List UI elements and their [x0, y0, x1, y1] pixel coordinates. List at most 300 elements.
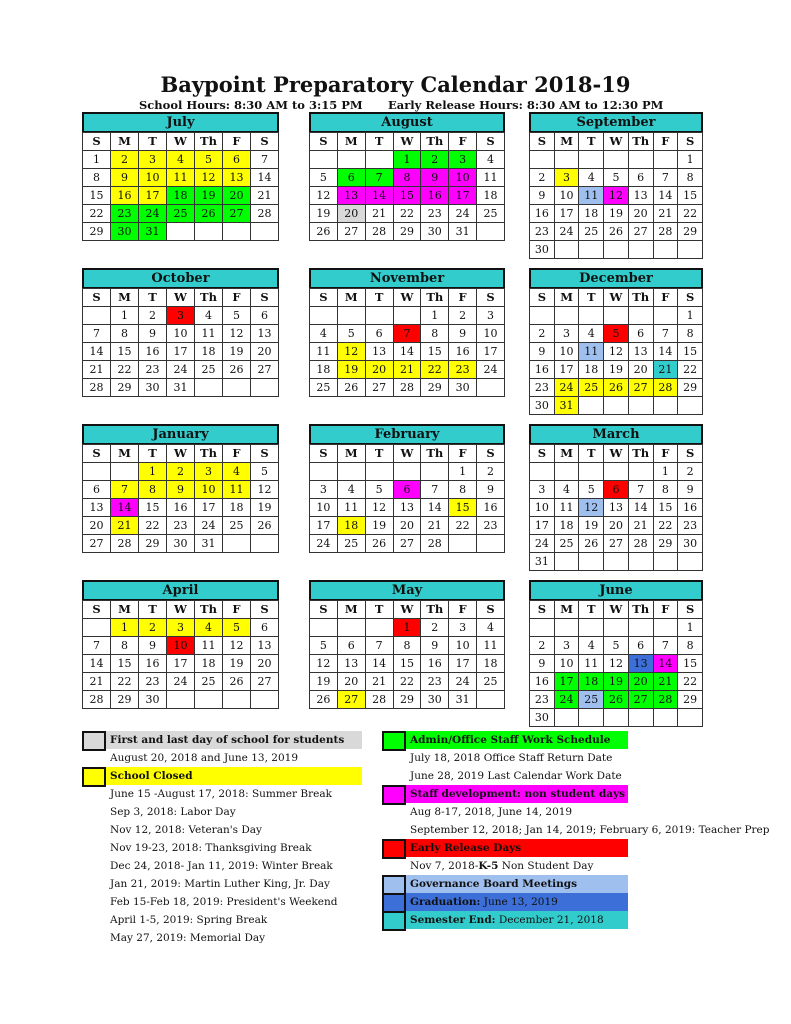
- legend-category: [82, 767, 362, 785]
- day-cell: 27: [628, 691, 653, 709]
- weekday-header-row: [530, 601, 703, 619]
- legend-category: [382, 785, 742, 803]
- day-cell: 12: [251, 481, 279, 499]
- empty-cell: [604, 619, 629, 637]
- day-cell: 21: [111, 517, 139, 535]
- day-cell: 22: [139, 517, 167, 535]
- week-row: [83, 517, 279, 535]
- week-row: [83, 535, 279, 553]
- day-cell: 15: [678, 655, 703, 673]
- day-cell: 22: [678, 673, 703, 691]
- day-cell: 14: [393, 343, 421, 361]
- day-cell: 11: [477, 637, 505, 655]
- day-cell: 2: [139, 619, 167, 637]
- week-row: [530, 673, 703, 691]
- day-cell: 18: [477, 655, 505, 673]
- day-cell: 26: [579, 535, 604, 553]
- legend-entry-text: May 27, 2019: Memorial Day: [110, 932, 266, 944]
- legend-entry-text: September 12, 2018; Jan 14, 2019; February 6, 2019: Teacher Prep: [410, 824, 770, 836]
- day-cell: 24: [310, 535, 338, 553]
- day-cell: 23: [421, 205, 449, 223]
- weekday-label: S: [310, 601, 338, 619]
- weekday-label: S: [251, 289, 279, 307]
- empty-cell: [554, 553, 579, 571]
- week-row: [530, 151, 703, 169]
- day-cell: 30: [167, 535, 195, 553]
- day-cell: 13: [604, 499, 629, 517]
- empty-cell: [554, 619, 579, 637]
- day-cell: 6: [393, 481, 421, 499]
- week-row: [310, 517, 505, 535]
- legend-entry-text: June 28, 2019 Last Calendar Work Date: [410, 770, 622, 782]
- day-cell: 22: [653, 517, 678, 535]
- month-may: [309, 580, 505, 709]
- weekday-label: W: [604, 601, 629, 619]
- day-cell: 23: [530, 379, 555, 397]
- weekday-label: M: [111, 289, 139, 307]
- weekday-label: W: [393, 601, 421, 619]
- weekday-label: W: [167, 289, 195, 307]
- day-cell: 14: [251, 169, 279, 187]
- day-cell: 30: [421, 223, 449, 241]
- day-cell: 18: [167, 187, 195, 205]
- week-row: [530, 463, 703, 481]
- weekday-label: F: [223, 133, 251, 151]
- empty-cell: [83, 463, 111, 481]
- day-cell: 11: [579, 343, 604, 361]
- weekday-label: Th: [628, 133, 653, 151]
- week-row: [310, 379, 505, 397]
- day-cell: 24: [139, 205, 167, 223]
- day-cell: 13: [337, 655, 365, 673]
- weekday-label: S: [310, 133, 338, 151]
- week-row: [530, 307, 703, 325]
- day-cell: 12: [604, 343, 629, 361]
- day-cell: 19: [310, 673, 338, 691]
- week-row: [310, 619, 505, 637]
- day-cell: 5: [604, 325, 629, 343]
- weekday-label: F: [449, 289, 477, 307]
- day-cell: 8: [678, 637, 703, 655]
- weekday-header-row: [530, 133, 703, 151]
- day-cell: 11: [554, 499, 579, 517]
- day-cell: 16: [139, 343, 167, 361]
- school-hours: School Hours: 8:30 AM to 3:15 PM: [139, 98, 363, 112]
- weekday-label: T: [579, 289, 604, 307]
- weekday-label: Th: [628, 601, 653, 619]
- day-cell: 5: [195, 151, 223, 169]
- day-cell: 31: [449, 223, 477, 241]
- day-cell: 7: [393, 325, 421, 343]
- legend-entry: [382, 857, 742, 875]
- empty-cell: [554, 463, 579, 481]
- empty-cell: [628, 463, 653, 481]
- weekday-label: F: [223, 289, 251, 307]
- weekday-label: S: [530, 133, 555, 151]
- day-cell: 19: [223, 343, 251, 361]
- legend-swatch: [382, 731, 406, 751]
- weekday-label: Th: [421, 601, 449, 619]
- day-cell: 23: [111, 205, 139, 223]
- legend-entry: [82, 893, 362, 911]
- day-cell: 18: [579, 361, 604, 379]
- day-cell: 4: [579, 325, 604, 343]
- week-row: [83, 223, 279, 241]
- day-cell: 10: [554, 655, 579, 673]
- day-cell: 20: [251, 343, 279, 361]
- day-cell: 22: [83, 205, 111, 223]
- week-row: [310, 481, 505, 499]
- legend-entry-text: April 1-5, 2019: Spring Break: [110, 914, 268, 926]
- day-cell: 24: [167, 361, 195, 379]
- legend-entry: [382, 803, 742, 821]
- weekday-label: Th: [421, 133, 449, 151]
- legend-entry: [82, 857, 362, 875]
- empty-cell: [530, 307, 555, 325]
- empty-cell: [554, 241, 579, 259]
- day-cell: 3: [530, 481, 555, 499]
- day-cell: 30: [111, 223, 139, 241]
- day-cell: 19: [604, 361, 629, 379]
- empty-cell: [554, 307, 579, 325]
- day-cell: 8: [653, 481, 678, 499]
- day-cell: 21: [365, 673, 393, 691]
- day-cell: 29: [83, 223, 111, 241]
- day-cell: 24: [195, 517, 223, 535]
- weekday-header-row: [310, 601, 505, 619]
- day-cell: 20: [628, 673, 653, 691]
- week-row: [530, 241, 703, 259]
- day-cell: 22: [678, 361, 703, 379]
- day-cell: 14: [365, 187, 393, 205]
- weekday-label: M: [337, 445, 365, 463]
- legend-entry-grade: K-5: [478, 860, 499, 872]
- day-cell: 31: [167, 379, 195, 397]
- day-cell: 5: [604, 637, 629, 655]
- day-cell: 1: [393, 151, 421, 169]
- day-cell: 28: [365, 691, 393, 709]
- weekday-label: T: [365, 133, 393, 151]
- empty-cell: [337, 463, 365, 481]
- weekday-label: M: [337, 133, 365, 151]
- empty-cell: [628, 307, 653, 325]
- legend-detail: June 13, 2019: [480, 896, 558, 908]
- day-cell: 7: [628, 481, 653, 499]
- day-cell: 13: [223, 169, 251, 187]
- day-cell: 17: [554, 205, 579, 223]
- empty-cell: [653, 619, 678, 637]
- empty-cell: [530, 151, 555, 169]
- day-cell: 6: [604, 481, 629, 499]
- day-cell: 5: [223, 619, 251, 637]
- day-cell: 8: [393, 637, 421, 655]
- day-cell: 24: [449, 673, 477, 691]
- day-cell: 10: [530, 499, 555, 517]
- day-cell: 9: [449, 325, 477, 343]
- day-cell: 1: [678, 307, 703, 325]
- empty-cell: [337, 307, 365, 325]
- empty-cell: [628, 553, 653, 571]
- day-cell: 6: [365, 325, 393, 343]
- week-row: [310, 343, 505, 361]
- week-row: [530, 343, 703, 361]
- day-cell: 19: [604, 673, 629, 691]
- day-cell: 16: [167, 499, 195, 517]
- day-cell: 7: [653, 325, 678, 343]
- day-cell: 12: [310, 187, 338, 205]
- week-row: [83, 307, 279, 325]
- day-cell: 26: [251, 517, 279, 535]
- day-cell: 24: [477, 361, 505, 379]
- month-february: [309, 424, 505, 553]
- day-cell: 16: [477, 499, 505, 517]
- legend-category-label: Early Release Days: [410, 842, 522, 854]
- day-cell: 3: [139, 151, 167, 169]
- empty-cell: [628, 709, 653, 727]
- legend-category-label: Staff development: non student days: [410, 788, 626, 800]
- month-title: October: [82, 268, 279, 288]
- empty-cell: [604, 397, 629, 415]
- day-cell: 22: [393, 205, 421, 223]
- day-cell: 16: [111, 187, 139, 205]
- day-cell: 24: [554, 691, 579, 709]
- weekday-label: M: [554, 289, 579, 307]
- legend-bold-label: Semester End:: [410, 914, 496, 926]
- empty-cell: [477, 535, 505, 553]
- week-row: [530, 379, 703, 397]
- day-cell: 22: [111, 673, 139, 691]
- week-row: [530, 169, 703, 187]
- day-cell: 12: [310, 655, 338, 673]
- day-cell: 15: [393, 187, 421, 205]
- day-cell: 29: [678, 379, 703, 397]
- day-cell: 14: [421, 499, 449, 517]
- weekday-label: S: [310, 445, 338, 463]
- day-cell: 14: [83, 655, 111, 673]
- month-january: [82, 424, 279, 553]
- weekday-header-row: [83, 445, 279, 463]
- empty-cell: [337, 151, 365, 169]
- day-cell: 23: [139, 673, 167, 691]
- day-cell: 5: [579, 481, 604, 499]
- day-cell: 22: [111, 361, 139, 379]
- day-cell: 7: [83, 325, 111, 343]
- week-row: [83, 673, 279, 691]
- day-cell: 19: [337, 361, 365, 379]
- week-row: [530, 619, 703, 637]
- weekday-label: S: [678, 445, 703, 463]
- day-cell: 21: [653, 673, 678, 691]
- day-cell: 16: [421, 655, 449, 673]
- day-cell: 26: [604, 691, 629, 709]
- day-cell: 28: [251, 205, 279, 223]
- day-cell: 2: [530, 169, 555, 187]
- week-row: [83, 481, 279, 499]
- weekday-label: Th: [421, 445, 449, 463]
- day-cell: 17: [139, 187, 167, 205]
- day-cell: 13: [628, 343, 653, 361]
- month-title: January: [82, 424, 279, 444]
- legend-entry: [82, 803, 362, 821]
- day-cell: 29: [393, 223, 421, 241]
- week-row: [83, 379, 279, 397]
- day-cell: 16: [449, 343, 477, 361]
- weekday-label: F: [653, 133, 678, 151]
- weekday-label: F: [653, 445, 678, 463]
- weekday-label: T: [365, 445, 393, 463]
- day-cell: 22: [421, 361, 449, 379]
- day-cell: 4: [195, 619, 223, 637]
- month-title: February: [309, 424, 505, 444]
- day-cell: 21: [653, 361, 678, 379]
- day-cell: 27: [604, 535, 629, 553]
- empty-cell: [678, 397, 703, 415]
- day-cell: 9: [167, 481, 195, 499]
- weekday-label: M: [554, 133, 579, 151]
- weekday-label: Th: [195, 601, 223, 619]
- legend-category-label: First and last day of school for students: [110, 734, 345, 746]
- day-cell: 27: [393, 535, 421, 553]
- day-cell: 27: [628, 223, 653, 241]
- month-title: August: [309, 112, 505, 132]
- day-cell: 28: [111, 535, 139, 553]
- empty-cell: [337, 619, 365, 637]
- legend-left: [82, 731, 362, 947]
- day-cell: 8: [421, 325, 449, 343]
- weekday-label: T: [579, 601, 604, 619]
- day-cell: 9: [139, 637, 167, 655]
- weekday-label: M: [111, 133, 139, 151]
- day-cell: 17: [167, 655, 195, 673]
- day-cell: 22: [393, 673, 421, 691]
- week-row: [310, 361, 505, 379]
- legend-category-label: [410, 893, 558, 911]
- weekday-header-row: [83, 133, 279, 151]
- day-cell: 1: [393, 619, 421, 637]
- empty-cell: [310, 619, 338, 637]
- weekday-label: M: [337, 601, 365, 619]
- weekday-label: F: [449, 601, 477, 619]
- week-row: [310, 205, 505, 223]
- month-december: [529, 268, 703, 415]
- day-cell: 26: [310, 691, 338, 709]
- empty-cell: [111, 463, 139, 481]
- empty-cell: [167, 223, 195, 241]
- legend-entry: [82, 929, 362, 947]
- day-cell: 25: [223, 517, 251, 535]
- day-cell: 19: [579, 517, 604, 535]
- weekday-label: S: [310, 289, 338, 307]
- week-row: [310, 463, 505, 481]
- legend-entry-text: [410, 857, 593, 875]
- weekday-header-row: [310, 289, 505, 307]
- day-cell: 18: [223, 499, 251, 517]
- weekday-header-row: [530, 445, 703, 463]
- week-row: [83, 691, 279, 709]
- week-row: [310, 535, 505, 553]
- day-cell: 13: [251, 325, 279, 343]
- day-cell: 22: [449, 517, 477, 535]
- day-cell: 16: [421, 187, 449, 205]
- day-cell: 15: [139, 499, 167, 517]
- legend-entry: [82, 875, 362, 893]
- month-title: March: [529, 424, 703, 444]
- empty-cell: [628, 397, 653, 415]
- day-cell: 11: [310, 343, 338, 361]
- legend-category-label: Admin/Office Staff Work Schedule: [410, 734, 611, 746]
- weekday-label: S: [251, 133, 279, 151]
- day-cell: 13: [393, 499, 421, 517]
- empty-cell: [604, 463, 629, 481]
- day-cell: 28: [83, 379, 111, 397]
- day-cell: 11: [337, 499, 365, 517]
- empty-cell: [554, 151, 579, 169]
- day-cell: 25: [167, 205, 195, 223]
- day-cell: 5: [310, 169, 338, 187]
- day-cell: 18: [579, 673, 604, 691]
- day-cell: 24: [530, 535, 555, 553]
- day-cell: 9: [530, 343, 555, 361]
- day-cell: 12: [223, 637, 251, 655]
- day-cell: 14: [653, 187, 678, 205]
- day-cell: 9: [421, 637, 449, 655]
- legend-category-label: [410, 911, 604, 929]
- day-cell: 27: [337, 691, 365, 709]
- day-cell: 18: [195, 655, 223, 673]
- day-cell: 1: [111, 307, 139, 325]
- day-cell: 14: [111, 499, 139, 517]
- day-cell: 14: [653, 655, 678, 673]
- day-cell: 7: [653, 169, 678, 187]
- day-cell: 21: [653, 205, 678, 223]
- empty-cell: [678, 553, 703, 571]
- day-cell: 2: [139, 307, 167, 325]
- weekday-label: T: [579, 445, 604, 463]
- week-row: [310, 691, 505, 709]
- day-cell: 11: [195, 325, 223, 343]
- day-cell: 3: [554, 325, 579, 343]
- month-september: [529, 112, 703, 259]
- legend-category: [382, 731, 742, 749]
- weekday-label: F: [449, 445, 477, 463]
- empty-cell: [579, 151, 604, 169]
- day-cell: 22: [678, 205, 703, 223]
- day-cell: 29: [139, 535, 167, 553]
- weekday-label: S: [530, 445, 555, 463]
- day-cell: 12: [579, 499, 604, 517]
- day-cell: 30: [530, 241, 555, 259]
- month-october: [82, 268, 279, 397]
- weekday-label: S: [83, 133, 111, 151]
- weekday-label: W: [604, 133, 629, 151]
- day-cell: 10: [310, 499, 338, 517]
- weekday-label: Th: [628, 289, 653, 307]
- legend-entry-text: Nov 12, 2018: Veteran's Day: [110, 824, 262, 836]
- day-cell: 25: [554, 535, 579, 553]
- day-cell: 7: [365, 169, 393, 187]
- month-title: December: [529, 268, 703, 288]
- legend-entry-text: Dec 24, 2018- Jan 11, 2019: Winter Break: [110, 860, 333, 872]
- week-row: [83, 361, 279, 379]
- day-cell: 20: [337, 205, 365, 223]
- day-cell: 27: [223, 205, 251, 223]
- empty-cell: [653, 709, 678, 727]
- legend-swatch: [382, 875, 406, 895]
- day-cell: 9: [477, 481, 505, 499]
- empty-cell: [449, 535, 477, 553]
- day-cell: 6: [628, 325, 653, 343]
- empty-cell: [195, 691, 223, 709]
